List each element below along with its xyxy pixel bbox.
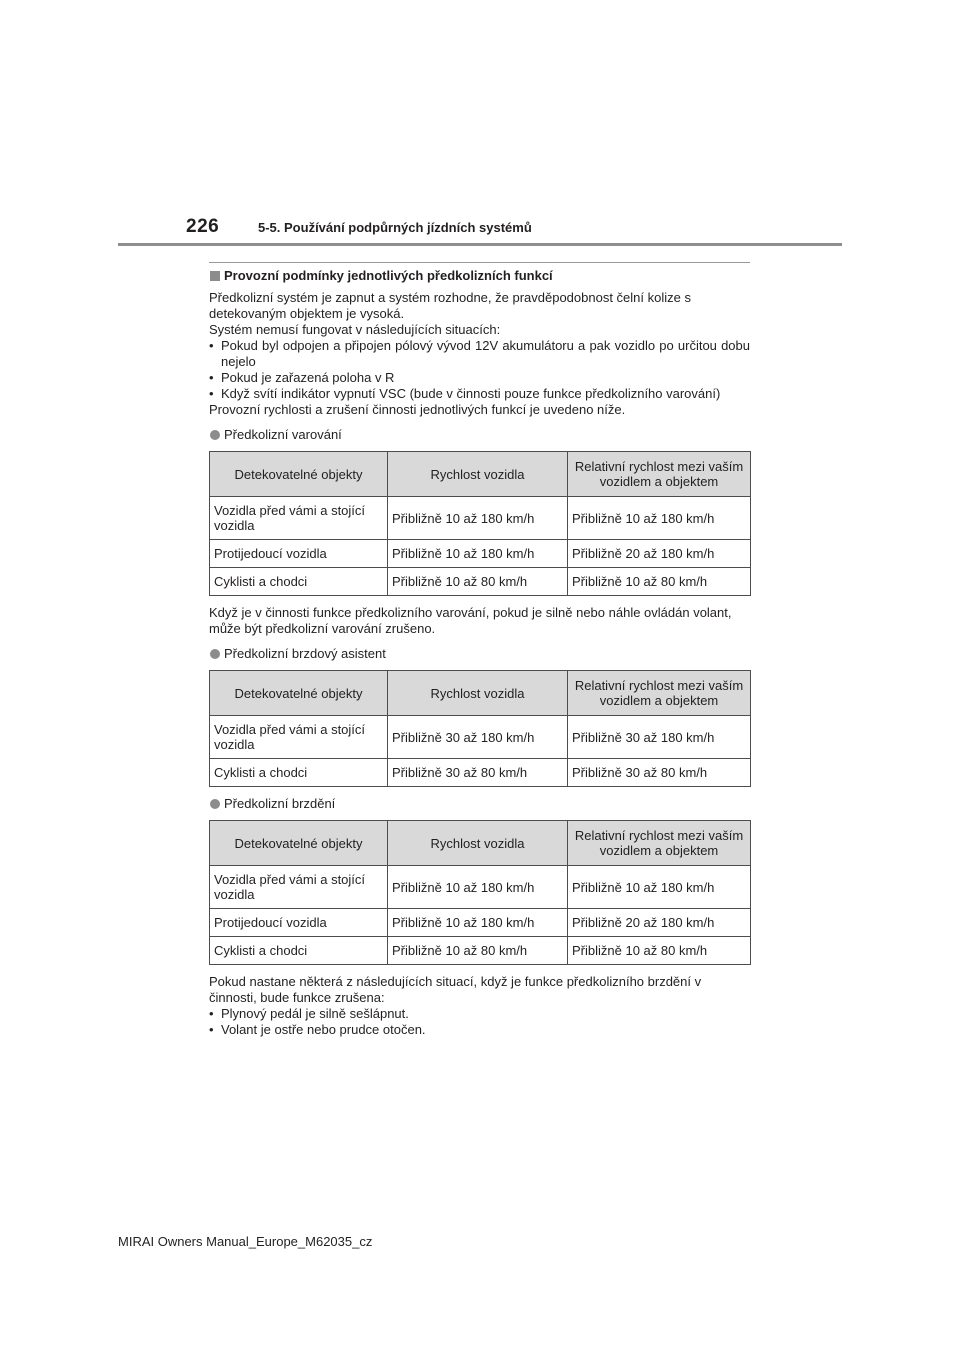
table-cell: Cyklisti a chodci [210, 568, 388, 596]
bullet-dot-icon: • [209, 1006, 214, 1021]
table-header-row [210, 821, 751, 866]
list-item: • Pokud byl odpojen a připojen pólový vývod 12V akumulátoru a pak vozidlo po určitou dobu nejelo [209, 338, 750, 369]
chapter-title: 5-5. Používání podpůrných jízdních systémů [258, 220, 532, 235]
table-header-row [210, 452, 751, 497]
table-cell: Přibližně 30 až 180 km/h [568, 716, 751, 759]
bullet-dot-icon: • [209, 1022, 214, 1037]
table-cell: Přibližně 30 až 80 km/h [388, 759, 568, 787]
table-row [210, 866, 751, 909]
table-header-row [210, 671, 751, 716]
braking-table [209, 820, 751, 965]
section-divider [209, 262, 750, 263]
table-cell: Cyklisti a chodci [210, 937, 388, 965]
bullet-dot-icon: • [209, 370, 214, 385]
list-item: • Když svítí indikátor vypnutí VSC (bude v činnosti pouze funkce předkolizního varování) [209, 386, 721, 401]
table-row [210, 716, 751, 759]
page-content [209, 262, 750, 1038]
table-cell: Protijedoucí vozidla [210, 540, 388, 568]
column-header: Detekovatelné objekty [210, 821, 388, 866]
brake-assist-heading: Předkolizní brzdový asistent [209, 646, 750, 662]
table-row [210, 568, 751, 596]
section-heading [209, 268, 750, 284]
table-row [210, 759, 751, 787]
bullet-dot-icon: • [209, 386, 214, 401]
table-cell: Přibližně 10 až 80 km/h [388, 568, 568, 596]
table-cell: Vozidla před vámi a stojící vozidla [210, 866, 388, 909]
column-header: Relativní rychlost mezi vaším vozidlem a objektem [568, 821, 751, 866]
circle-bullet-icon [210, 799, 220, 809]
table-cell: Přibližně 10 až 180 km/h [388, 909, 568, 937]
table-cell: Přibližně 10 až 80 km/h [388, 937, 568, 965]
table-cell: Vozidla před vámi a stojící vozidla [210, 497, 388, 540]
list-item: • Pokud je zařazená poloha v R [209, 370, 395, 385]
list-item: • Volant je ostře nebo prudce otočen. [209, 1022, 426, 1037]
table-cell: Přibližně 10 až 180 km/h [568, 866, 751, 909]
table-row [210, 937, 751, 965]
warning-table [209, 451, 751, 596]
brake-assist-table [209, 670, 751, 787]
table-cell: Přibližně 30 až 180 km/h [388, 716, 568, 759]
table-cell: Přibližně 30 až 80 km/h [568, 759, 751, 787]
closing-paragraph: Pokud nastane některá z následujících situací, když je funkce předkolizního brzdění v činnosti, bude funkce zrušena: [209, 974, 702, 1005]
footer-text: MIRAI Owners Manual_Europe_M62035_cz [118, 1234, 373, 1249]
table-cell: Přibližně 10 až 180 km/h [568, 497, 751, 540]
summary-paragraph: Provozní rychlosti a zrušení činnosti jednotlivých funkcí je uvedeno níže. [209, 402, 626, 417]
table-cell: Přibližně 20 až 180 km/h [568, 540, 751, 568]
table-cell: Vozidla před vámi a stojící vozidla [210, 716, 388, 759]
column-header: Detekovatelné objekty [210, 671, 388, 716]
header-divider [118, 243, 842, 246]
page-number: 226 [186, 216, 220, 237]
table-cell: Přibližně 10 až 180 km/h [388, 497, 568, 540]
circle-bullet-icon [210, 649, 220, 659]
column-header: Rychlost vozidla [388, 452, 568, 497]
section-title: Provozní podmínky jednotlivých předkolizních funkcí [224, 268, 553, 283]
table-cell: Protijedoucí vozidla [210, 909, 388, 937]
table-cell: Přibližně 10 až 180 km/h [388, 866, 568, 909]
table-cell: Přibližně 10 až 180 km/h [388, 540, 568, 568]
table-row [210, 909, 751, 937]
table-row [210, 497, 751, 540]
table-cell: Cyklisti a chodci [210, 759, 388, 787]
column-header: Relativní rychlost mezi vaším vozidlem a objektem [568, 671, 751, 716]
intro-paragraph: Předkolizní systém je zapnut a systém rozhodne, že pravděpodobnost čelní kolize s detekovaným objektem je vysoká. [209, 290, 691, 321]
bullet-dot-icon: • [209, 338, 214, 353]
warning-heading: Předkolizní varování [209, 427, 750, 443]
table-cell: Přibližně 10 až 80 km/h [568, 568, 751, 596]
column-header: Relativní rychlost mezi vaším vozidlem a objektem [568, 452, 751, 497]
table-row [210, 540, 751, 568]
table-cell: Přibližně 20 až 180 km/h [568, 909, 751, 937]
circle-bullet-icon [210, 430, 220, 440]
braking-heading: Předkolizní brzdění [209, 796, 750, 812]
warning-note: Když je v činnosti funkce předkolizního varování, pokud je silně nebo náhle ovládán volant, může být předkolizní varování zrušeno. [209, 605, 732, 636]
conditions-paragraph: Systém nemusí fungovat v následujících situacích: [209, 322, 501, 337]
list-item: • Plynový pedál je silně sešlápnut. [209, 1006, 409, 1021]
square-bullet-icon [210, 271, 220, 281]
column-header: Rychlost vozidla [388, 821, 568, 866]
column-header: Detekovatelné objekty [210, 452, 388, 497]
table-cell: Přibližně 10 až 80 km/h [568, 937, 751, 965]
column-header: Rychlost vozidla [388, 671, 568, 716]
